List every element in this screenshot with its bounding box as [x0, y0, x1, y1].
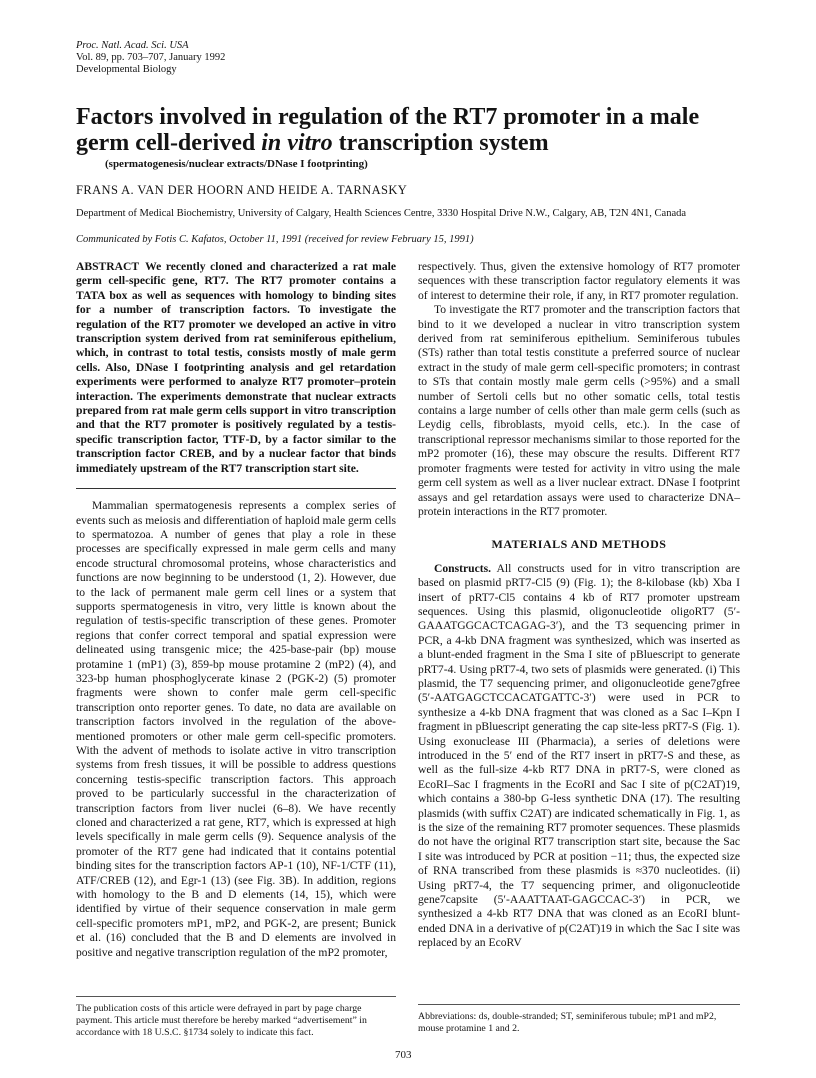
- intro-paragraph: Mammalian spermatogenesis represents a complex series of events such as meiosis and differentiation of haploid male germ cells to spermatozoa. A number of genes that play a role in these processes are specifically expressed in male germ cells and many encode structural chromosomal proteins, whose characteristics and functions are now beginning to be understood (1, 2). However, due to the lack of permanent male germ cell lines or a system that supports spermatogenesis in vitro, very little is known about the regulation of testis-specific transcription of these genes. Promoter regions that confer correct temporal and spatial expression were delineated using transgenic mice; the 425-base-pair (bp) mouse protamine 1 (mP1) (3), 859-bp mouse protamine 2 (mP2) (4), and 323-bp human phosphoglycerate kinase 2 (PGK-2) (5) promoter fragments were shown to confer male germ cell-specific transcription onto reporter genes. To date, no data are available on transcription factors involved in the regulation of the above-mentioned promoters or other male germ cell-specific promoters. With the advent of methods to isolate active in vitro transcription systems from fresh tissues, it will be possible to address questions concerning testis-specific transcription factors. This approach proved to be particularly successful in the characterization of transcription factors from liver nuclei (6–8). We have recently cloned and characterized a rat gene, RT7, which is expressed at high levels specifically in male germ cells (9). Sequence analysis of the promoter of the RT7 gene had indicated that it contains potential binding sites for the transcription factors AP-1 (10), NF-1/CTF (11), ATF/CREB (12), and Egr-1 (13) (see Fig. 3B). In addition, regions with homology to the B and D elements (14, 15), which were identified by virtue of their sequence conservation in male germ cell-specific promoters mP1, mP2, and PGK-2, are present; Bunick et al. (16) concluded that the B and D elements are involved in positive and negative transcription regulation of the mP2 promoter,: [76, 499, 396, 959]
- title-italic: in vitro: [261, 130, 333, 156]
- abstract: [76, 260, 396, 476]
- journal-volume: Vol. 89, pp. 703–707, January 1992: [76, 52, 226, 63]
- abbreviations-footnote: [418, 1004, 740, 1035]
- abstract-text: We recently cloned and characterized a rat male germ cell-specific gene, RT7. The RT7 promoter contains a TATA box as well as sequences with homology to binding sites for a number of transcription factors. To investigate the regulation of the RT7 promoter we developed an active in vitro transcription system derived from rat seminiferous epithelium, which, in contrast to total testis, consists mostly of male germ cells. Also, DNase I footprinting analysis and gel retardation experiments were performed to analyze RT7 promoter–protein interaction. The experiments demonstrate that nuclear extracts prepared from rat male germ cells support in vitro transcription and that the RT7 promoter is positively regulated by a testis-specific transcription factor, TTF-D, by a factor similar to the transcription factor CREB, and by a nuclear factor that binds immediately upstream of the RT7 transcription start site.: [76, 260, 396, 475]
- abbreviations-text: Abbreviations: ds, double-stranded; ST, seminiferous tubule; mP1 and mP2, mouse protamine 1 and 2.: [418, 1011, 717, 1034]
- journal-header: [76, 40, 225, 76]
- constructs-paragraph: [418, 562, 740, 951]
- right-column: [418, 260, 740, 951]
- page-number: 703: [395, 1049, 412, 1061]
- constructs-text: All constructs used for in vitro transcription are based on plasmid pRT7-Cl5 (9) (Fig. 1); the 8-kilobase (kb) Xba I insert of pRT7-Cl5 contains 4 kb of RT7 promoter upstream sequences. Using this plasmid, oligonucleotide oligoRT7 (5′-GAAATGGCACTCAGAG-3′), and the T3 sequencing primer in PCR, a 4-kb DNA fragment was synthesized, which was inserted as a blunt-ended fragment in the Sma I site of pBluescript to generate pRT7-4. Using pRT7-4, two sets of plasmids were generated. (i) This plasmid, the T7 sequencing primer, and oligonucleotide gene7gfree (5′-AATGAGCTCCACATGATTC-3′) were used in PCR to synthesize a 4-kb DNA fragment that was cloned as a Sac I–Kpn I fragment in pBluescript generating the cap site-less pRT7-S (Fig. 1). Using exonuclease III (Pharmacia), a series of deletions were introduced in the 5′ end of the RT7 insert in pRT7-S and these, as well as the full-size 4-kb RT7 DNA in pRT7-S, were cloned as EcoRI–Sac I fragments in the EcoRI and Sac I site of p(C2AT)19, which contains a 380-bp G-less synthetic DNA (17). The resulting plasmids (with suffix C2AT) are indicated schematically in Fig. 1, as is the size of the remaining RT7 promoter sequences. These plasmids do not have the original RT7 transcription start site, because the Sac I site was introduced by PCR at position −11; thus, the expected size of RNA transcribed from these plasmids is ≈370 nucleotides. (ii) Using pRT7-4, the T7 sequencing primer, and oligonucleotide gene7capsite (5′-AAATTAAT-GAGCCAC-3′) in PCR, we synthesized a 4-kb RT7 DNA that was cloned as an EcoRI blunt-ended DNA in a derivative of p(C2AT)19 in which the Sac I site was replaced by an EcoRV: [418, 561, 740, 950]
- paper-title: [76, 104, 756, 156]
- left-column: [76, 260, 396, 960]
- keywords: (spermatogenesis/nuclear extracts/DNase I footprinting): [105, 158, 368, 170]
- abbreviations-divider: [418, 1004, 740, 1005]
- authors: FRANS A. VAN DER HOORN AND HEIDE A. TARNASKY: [76, 183, 408, 197]
- footnote-text: The publication costs of this article were defrayed in part by page charge payment. This article must therefore be hereby marked “advertisement” in accordance with 18 U.S.C. §1734 solely to indicate this fact.: [76, 1003, 367, 1038]
- methods-heading: MATERIALS AND METHODS: [491, 537, 667, 552]
- intro-paragraph-2: To investigate the RT7 promoter and the transcription factors that bind to it we developed a nuclear in vitro transcription system derived from rat seminiferous epithelium. Seminiferous tubules (STs) rather than total testis constitute a preferred source of nuclear extract in the study of male germ cell-specific promoters; in contrast to STs that contain mostly male germ cells (>95%) and a small number of Sertoli cells but no other somatic cells, total testis contains a large number of cells other than male germ cells (such as Leydig cells, fibroblasts, myoid cells, etc.). In the case of transcriptional repressor mechanisms similar to those reported for the mP2 promoter (16), these may obscure the results. Different RT7 promoter fragments were tested for activity in vitro using the male germ cell system as well as a liver nuclear extract. DNase I footprint assays and gel retardation assays were used to characterize DNA–protein interactions in the RT7 promoter.: [418, 303, 740, 518]
- constructs-runin: Constructs.: [434, 561, 492, 575]
- title-part1: Factors involved in regulation of the RT7 promoter in a male germ cell-derived: [76, 104, 700, 156]
- journal-name: Proc. Natl. Acad. Sci. USA: [76, 40, 189, 51]
- affiliation: Department of Medical Biochemistry, University of Calgary, Health Sciences Centre, 3330 Hospital Drive N.W., Calgary, AB, T2N 4N1, Canada: [76, 208, 687, 219]
- title-part2: transcription system: [332, 130, 549, 156]
- intro-continued: respectively. Thus, given the extensive homology of RT7 promoter sequences with these transcription factor regulatory elements it was of interest to determine their role, if any, in RT7 promoter regulation.: [418, 260, 740, 302]
- abstract-divider: [76, 488, 396, 489]
- communicated-by: Communicated by Fotis C. Kafatos, October 11, 1991 (received for review February 15, 1991): [76, 234, 474, 245]
- footnote-divider: [76, 996, 396, 997]
- abstract-label: ABSTRACT: [76, 260, 140, 273]
- publication-cost-footnote: [76, 996, 396, 1039]
- journal-section: Developmental Biology: [76, 64, 177, 75]
